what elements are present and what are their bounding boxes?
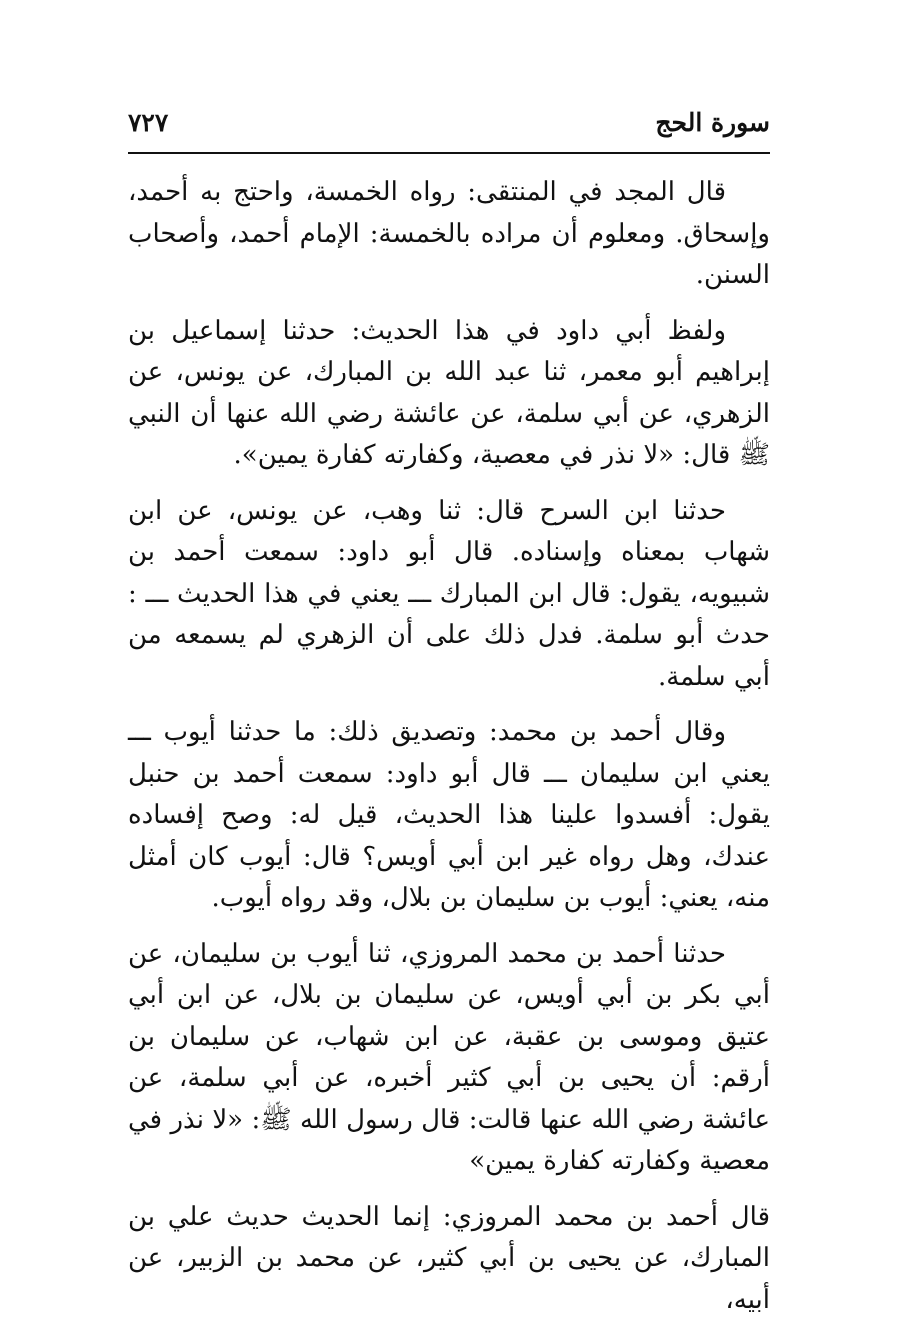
paragraph: قال أحمد بن محمد المروزي: إنما الحديث حديث علي بن المبارك، عن يحيى بن أبي كثير، عن محمد بن الزبير، عن أبيه، xyxy=(128,1201,770,1315)
document-page xyxy=(128,100,770,1335)
page-body xyxy=(128,172,770,1321)
paragraph: وقال أحمد بن محمد: وتصديق ذلك: ما حدثنا أيوب ـــ يعني ابن سليمان ـــ قال أبو داود: سمعت أحمد بن حنبل يقول: أفسدوا علينا هذا الحديث، قيل له: وصح إفساده عندك، وهل رواه غير ابن أبي أويس؟ قال: أيوب كان أمثل منه، يعني: أيوب بن سليمان بن بلال، وقد رواه أيوب. xyxy=(128,717,770,913)
surah-title: سورة الحج xyxy=(655,108,770,137)
paragraph: ولفظ أبي داود في هذا الحديث: حدثنا إسماعيل بن إبراهيم أبو معمر، ثنا عبد الله بن المبارك، عن يونس، عن الزهري، عن أبي سلمة، عن عائشة رضي الله عنها أن النبي ﷺ قال: «لا نذر في معصية، وكفارته كفارة يمين». xyxy=(128,315,770,470)
paragraph: حدثنا أحمد بن محمد المروزي، ثنا أيوب بن سليمان، عن أبي بكر بن أبي أويس، عن سليمان بن بلال، عن ابن أبي عتيق وموسى بن عقبة، عن ابن شهاب، عن سليمان بن أرقم: أن يحيى بن أبي كثير أخبره، عن أبي سلمة، عن عائشة رضي الله عنها قالت: قال رسول الله ﷺ: «لا نذر في معصية وكفارته كفارة يمين» xyxy=(128,938,770,1176)
header-divider xyxy=(128,152,770,154)
page-number: ٧٢٧ xyxy=(128,108,169,137)
paragraph: حدثنا ابن السرح قال: ثنا وهب، عن يونس، عن ابن شهاب بمعناه وإسناده. قال أبو داود: سمعت أحمد بن شبيويه، يقول: قال ابن المبارك ـــ يعني في هذا الحديث ـــ : حدث أبو سلمة. فدل ذلك على أن الزهري لم يسمعه من أبي سلمة. xyxy=(128,495,770,692)
page-header xyxy=(128,100,770,150)
paragraph: قال المجد في المنتقى: رواه الخمسة، واحتج به أحمد، وإسحاق. ومعلوم أن مراده بالخمسة: الإمام أحمد، وأصحاب السنن. xyxy=(128,177,770,290)
